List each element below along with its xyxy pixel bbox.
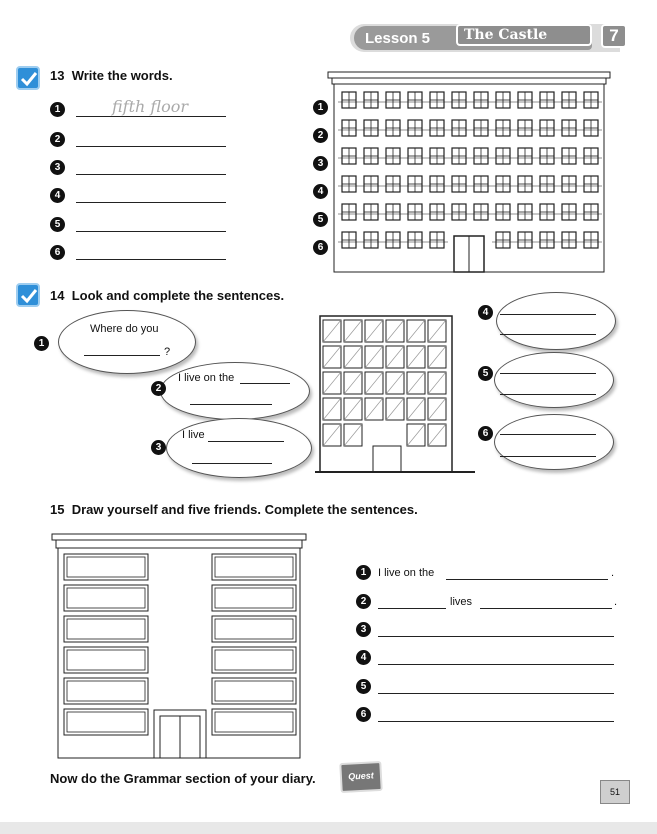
task13-answer-line[interactable] (76, 174, 226, 175)
sentence-1-text: I live on the (378, 567, 435, 579)
building-floor-number: 2 (313, 128, 328, 143)
task14-number: 3 (151, 440, 166, 455)
bubble-5-answer-line[interactable] (500, 373, 596, 374)
footer-instruction: Now do the Grammar section of your diary. (50, 771, 316, 786)
task13-answer-line[interactable] (76, 202, 226, 203)
bubble-5-answer-line[interactable] (500, 394, 596, 395)
task14-number: 1 (34, 336, 49, 351)
unit-title: The Castle (464, 27, 548, 43)
task13-building-image (310, 66, 615, 278)
page-number-badge: 51 (600, 780, 630, 804)
building-floor-number: 6 (313, 240, 328, 255)
sentence-2-period: . (614, 596, 618, 608)
task13-answer-line[interactable] (76, 146, 226, 147)
bubble-5 (494, 352, 614, 408)
task13-heading: 13 Write the words. (50, 68, 173, 83)
task13-example-answer: fifth floor (112, 97, 188, 116)
building-floor-number: 5 (313, 212, 328, 227)
task15-number: 5 (356, 679, 371, 694)
bubble-4-answer-line[interactable] (500, 314, 596, 315)
sentence-answer-line[interactable] (378, 693, 614, 694)
task13-number: 3 (50, 160, 65, 175)
bubble-6-answer-line[interactable] (500, 434, 596, 435)
bubble-4 (496, 292, 616, 350)
task15-number: 3 (356, 622, 371, 637)
sentence-2-answer-line[interactable] (480, 608, 612, 609)
task13-number: 2 (50, 132, 65, 147)
task13-number: 6 (50, 245, 65, 260)
bubble-3-answer-line[interactable] (192, 463, 272, 464)
task14-check-icon (16, 283, 40, 307)
sentence-2-name-line[interactable] (378, 608, 446, 609)
building-floor-number: 1 (313, 100, 328, 115)
bubble-2-answer-line[interactable] (240, 383, 290, 384)
sentence-2-text: lives (450, 596, 473, 608)
task15-number: 2 (356, 594, 371, 609)
quest-diary-icon (339, 761, 383, 793)
task15-building-drawing-area[interactable] (50, 532, 310, 760)
page-bottom-border (0, 822, 657, 834)
bubble-3-answer-line[interactable] (208, 441, 284, 442)
task13-check-icon (16, 66, 40, 90)
task13-answer-line[interactable] (76, 231, 226, 232)
building-floor-number: 3 (313, 156, 328, 171)
bubble-2-text: I live on the (178, 372, 235, 384)
bubble-6-answer-line[interactable] (500, 456, 596, 457)
task14-heading: 14 Look and complete the sentences. (50, 288, 285, 303)
task14-number: 4 (478, 305, 493, 320)
task14-building-image (315, 308, 475, 474)
bubble-1 (58, 310, 196, 374)
task13-number: 1 (50, 102, 65, 117)
task14-number: 5 (478, 366, 493, 381)
task13-number: 5 (50, 217, 65, 232)
sentence-1-answer-line[interactable] (446, 579, 608, 580)
task15-number: 6 (356, 707, 371, 722)
bubble-2-answer-line[interactable] (190, 404, 272, 405)
quest-badge-label: Quest (347, 770, 374, 782)
sentence-answer-line[interactable] (378, 721, 614, 722)
bubble-6 (494, 414, 614, 470)
building-floor-number: 4 (313, 184, 328, 199)
task14-number: 2 (151, 381, 166, 396)
bubble-3-text: I live (182, 429, 205, 441)
sentence-1-period: . (611, 567, 615, 579)
task15-heading: 15 Draw yourself and five friends. Complete the sentences. (50, 502, 418, 517)
bubble-3 (166, 418, 312, 478)
bubble-1-answer-line[interactable] (84, 355, 160, 356)
sentence-answer-line[interactable] (378, 664, 614, 665)
bubble-2 (160, 362, 310, 420)
task14-number: 6 (478, 426, 493, 441)
bubble-1-text: Where do you (90, 323, 159, 335)
sentence-answer-line[interactable] (378, 636, 614, 637)
bubble-1-question-mark: ? (164, 346, 171, 358)
unit-number: 7 (601, 24, 627, 48)
task15-number: 1 (356, 565, 371, 580)
task13-answer-line[interactable] (76, 259, 226, 260)
lesson-label: Lesson 5 (365, 30, 431, 47)
task13-answer-line[interactable] (76, 116, 226, 117)
task13-number: 4 (50, 188, 65, 203)
bubble-4-answer-line[interactable] (500, 334, 596, 335)
task15-number: 4 (356, 650, 371, 665)
